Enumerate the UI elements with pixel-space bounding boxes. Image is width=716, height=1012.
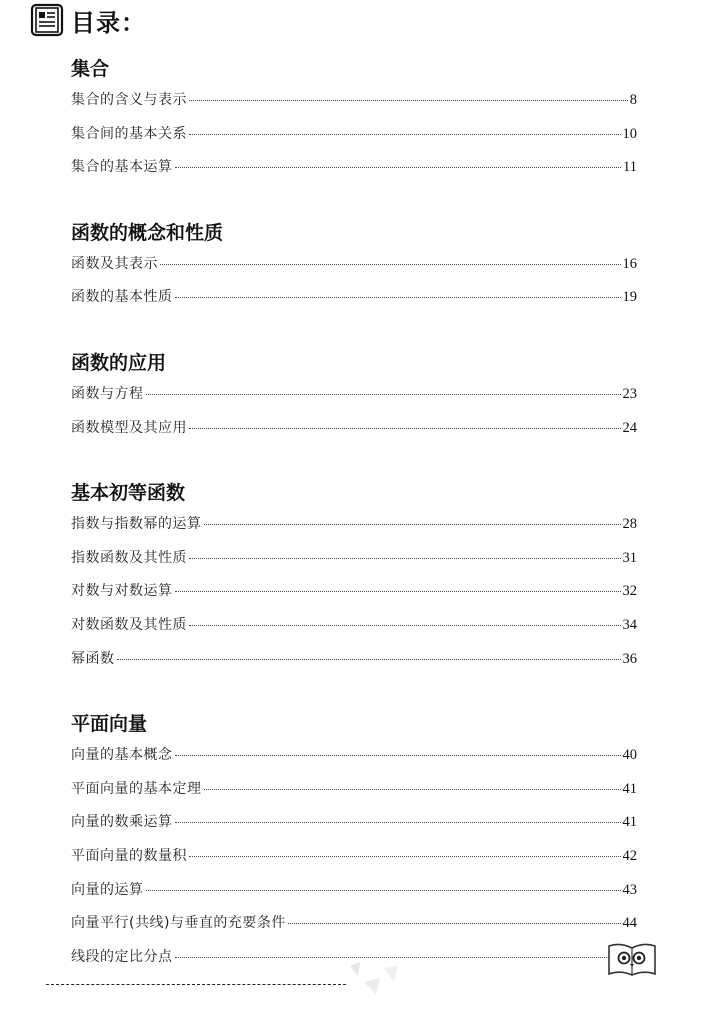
toc-entry[interactable]	[71, 157, 637, 191]
toc-entry[interactable]	[71, 384, 637, 418]
toc-section	[71, 57, 637, 191]
dot-leader	[175, 297, 621, 298]
toc-entry-label: 函数与方程	[71, 385, 144, 402]
dot-leader	[175, 957, 621, 958]
dot-leader	[189, 428, 621, 429]
section-title: 平面向量	[71, 713, 148, 736]
dot-leader	[189, 856, 621, 857]
toc-entry[interactable]	[71, 548, 637, 582]
toc-entry-page-number: 31	[622, 549, 637, 566]
dot-leader	[189, 625, 621, 626]
toc-entry-page-number: 41	[622, 780, 637, 797]
toc-entry-label: 函数及其表示	[71, 255, 158, 272]
document-list-icon	[30, 3, 64, 37]
dot-leader	[117, 659, 621, 660]
toc-entry[interactable]	[71, 779, 637, 813]
dot-leader	[175, 167, 622, 168]
toc-entry[interactable]	[71, 287, 637, 321]
section-title: 函数的应用	[71, 351, 167, 374]
toc-entry-page-number: 34	[622, 616, 637, 633]
toc-entry-page-number: 32	[622, 583, 637, 600]
toc-title: 目录：	[71, 8, 146, 37]
dot-leader	[288, 923, 621, 924]
toc-entry-label: 函数的基本性质	[71, 289, 173, 306]
toc-section	[71, 712, 637, 980]
dot-leader	[204, 524, 621, 525]
toc-entry[interactable]	[71, 124, 637, 158]
dot-leader	[146, 890, 621, 891]
toc-entry-page-number: 40	[622, 747, 637, 764]
dot-leader	[189, 558, 621, 559]
toc-entry[interactable]	[71, 90, 637, 124]
toc-entry-label: 向量的数乘运算	[71, 814, 173, 831]
toc-entry-page-number: 11	[623, 159, 637, 176]
toc-entry[interactable]	[71, 880, 637, 914]
toc-entry[interactable]	[71, 615, 637, 649]
table-of-contents	[71, 50, 637, 980]
toc-entry-label: 集合的含义与表示	[71, 92, 187, 108]
toc-entry-page-number: 36	[622, 650, 637, 667]
toc-entry[interactable]	[71, 254, 637, 288]
toc-entry-label: 向量的基本概念	[71, 747, 173, 764]
toc-entry-page-number: 44	[622, 915, 637, 932]
dot-leader	[189, 134, 621, 135]
footer-divider	[46, 984, 346, 985]
toc-entry-label: 向量的运算	[71, 881, 144, 898]
toc-entry-label: 对数与对数运算	[71, 583, 173, 600]
dot-leader	[189, 100, 628, 101]
toc-entry-page-number: 24	[622, 419, 637, 436]
toc-entry-label: 向量平行(共线)与垂直的充要条件	[71, 915, 286, 932]
toc-entry[interactable]	[71, 745, 637, 779]
toc-header	[30, 2, 146, 38]
toc-entry-label: 对数函数及其性质	[71, 616, 187, 633]
section-title: 函数的概念和性质	[71, 221, 224, 244]
toc-entry-page-number: 43	[622, 881, 637, 898]
owl-book-icon	[606, 940, 658, 978]
dot-leader	[204, 789, 621, 790]
toc-entry-page-number: 41	[622, 814, 637, 831]
toc-entry-page-number: 10	[622, 125, 637, 142]
toc-entry-label: 指数函数及其性质	[71, 549, 187, 566]
section-title: 集合	[71, 58, 110, 80]
toc-entry-page-number: 28	[622, 516, 637, 533]
dot-leader	[160, 264, 621, 265]
toc-entry-label: 平面向量的数量积	[71, 847, 187, 864]
toc-entry-page-number: 23	[622, 385, 637, 402]
toc-entry-label: 集合的基本运算	[71, 159, 173, 176]
dot-leader	[175, 822, 621, 823]
toc-entry-page-number: 8	[629, 92, 637, 108]
toc-entry-label: 指数与指数幂的运算	[71, 516, 202, 533]
toc-entry-label: 线段的定比分点	[71, 948, 173, 965]
toc-entry-page-number: 42	[622, 847, 637, 864]
dot-leader	[175, 591, 621, 592]
toc-entry-label: 平面向量的基本定理	[71, 780, 202, 797]
dot-leader	[146, 394, 621, 395]
toc-entry[interactable]	[71, 418, 637, 452]
toc-entry-page-number: 16	[622, 255, 637, 272]
toc-entry[interactable]	[71, 514, 637, 548]
footer-fade-decoration	[346, 960, 406, 1000]
dot-leader	[175, 755, 621, 756]
toc-entry-page-number: 19	[622, 289, 637, 306]
toc-entry[interactable]	[71, 812, 637, 846]
toc-entry-label: 函数模型及其应用	[71, 419, 187, 436]
section-title: 基本初等函数	[71, 482, 186, 505]
toc-entry[interactable]	[71, 581, 637, 615]
toc-section	[71, 351, 637, 451]
toc-entry[interactable]	[71, 649, 637, 683]
toc-entry[interactable]	[71, 846, 637, 880]
toc-entry-label: 集合间的基本关系	[71, 125, 187, 142]
toc-entry-label: 幂函数	[71, 650, 115, 667]
toc-entry[interactable]	[71, 913, 637, 947]
toc-section	[71, 221, 637, 321]
toc-section	[71, 481, 637, 682]
